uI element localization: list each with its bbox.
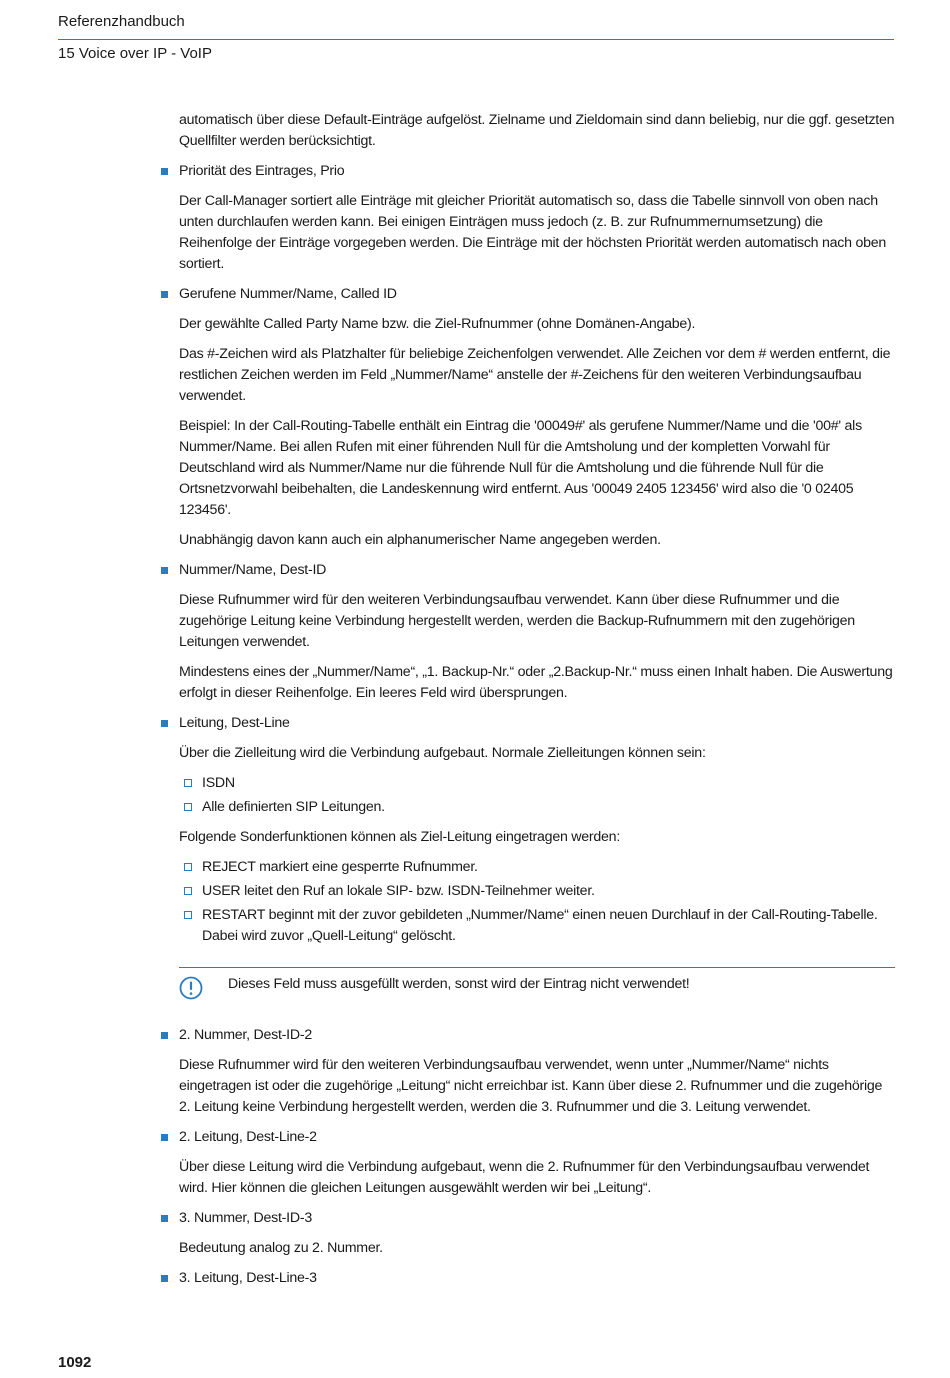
item-label: Priorität des Eintrages, Prio xyxy=(179,163,345,179)
list-item-dest-line xyxy=(179,713,895,734)
square-bullet-icon xyxy=(161,1032,168,1039)
special-functions-list xyxy=(179,857,895,947)
list-item-dest-id xyxy=(179,560,895,581)
list-item-called-id xyxy=(179,284,895,305)
called-id-paragraph-2: Das #-Zeichen wird als Platzhalter für beliebige Zeichenfolgen verwendet. Alle Zeichen vor dem # werden entfernt, die restlichen Zeichen werden im Feld „Nummer/Name“ anstelle der #-Zeichens für den weiteren Verbindungsaufbau verwendet. xyxy=(179,346,891,404)
chapter-title: 15 Voice over IP - VoIP xyxy=(58,45,212,62)
item-label: 3. Leitung, Dest-Line-3 xyxy=(179,1270,317,1286)
hollow-square-icon xyxy=(184,803,192,811)
dest-line-list xyxy=(179,773,895,818)
notice-text: Dieses Feld muss ausgefüllt werden, sonst wird der Eintrag nicht verwendet! xyxy=(228,976,690,992)
intro-paragraph: automatisch über diese Default-Einträge aufgelöst. Zielname und Zieldomain sind dann beliebig, nur die ggf. gesetzten Quellfilter werden berücksichtigt. xyxy=(179,112,895,149)
item-label: Gerufene Nummer/Name, Called ID xyxy=(179,286,397,302)
hollow-square-icon xyxy=(184,911,192,919)
exclamation-circle-icon xyxy=(179,976,203,1000)
sub-list-item: REJECT markiert eine gesperrte Rufnummer. xyxy=(179,857,895,878)
square-bullet-icon xyxy=(161,291,168,298)
item-label: 3. Nummer, Dest-ID-3 xyxy=(179,1210,312,1226)
item-label: 2. Nummer, Dest-ID-2 xyxy=(179,1027,312,1043)
sub-list-item: USER leitet den Ruf an lokale SIP- bzw. ISDN-Teilnehmer weiter. xyxy=(179,881,895,902)
hollow-square-icon xyxy=(184,779,192,787)
hollow-square-icon xyxy=(184,863,192,871)
sub-list-item: ISDN xyxy=(179,773,895,794)
item-label: Nummer/Name, Dest-ID xyxy=(179,562,327,578)
square-bullet-icon xyxy=(161,1134,168,1141)
prio-description: Der Call-Manager sortiert alle Einträge mit gleicher Priorität automatisch so, dass die Tabelle sinnvoll von oben nach unten durchlaufen werden kann. Bei einigen Einträgen muss jedoch (z. B. zur Rufnummernumsetzung) die Reihenfolge der Einträge vorgegeben werden. Die Einträge mit der höchsten Priorität werden automatisch nach oben sortiert. xyxy=(179,193,887,272)
dest-line-2-paragraph: Über diese Leitung wird die Verbindung aufgebaut, wenn die 2. Rufnummer für den Verbindungsaufbau verwendet wird. Hier können die gleichen Leitungen ausgewählt werden wir bei „Leitung“. xyxy=(179,1159,870,1196)
main-content xyxy=(179,110,895,1298)
page-number: 1092 xyxy=(58,1354,92,1371)
list-item-dest-line-2 xyxy=(179,1127,895,1148)
list-item-dest-id-3 xyxy=(179,1208,895,1229)
item-label: 2. Leitung, Dest-Line-2 xyxy=(179,1129,317,1145)
called-id-example: Beispiel: In der Call-Routing-Tabelle enthält ein Eintrag die '00049#' als gerufene Nummer/Name und die '00#' als Nummer/Name. Bei allen Rufen mit einer führenden Null für die Amtsholung und der kompletten Vorwahl für Deutschland wird als Nummer/Name nur die führende Null für die Amtsholung und die führende Null für die Ortsnetzvorwahl beibehalten, die Landeskennung wird entfernt. Aus '00049 2405 123456' wird also die '0 02405 123456'. xyxy=(179,418,862,518)
dest-id-paragraph-2: Mindestens eines der „Nummer/Name“, „1. Backup-Nr.“ oder „2.Backup-Nr.“ muss einen Inhalt haben. Die Auswertung erfolgt in dieser Reihenfolge. Ein leeres Feld wird übersprungen. xyxy=(179,664,893,701)
list-item-dest-line-3 xyxy=(179,1268,895,1289)
square-bullet-icon xyxy=(161,168,168,175)
hollow-square-icon xyxy=(184,887,192,895)
called-id-paragraph-1: Der gewählte Called Party Name bzw. die Ziel-Rufnummer (ohne Domänen-Angabe). xyxy=(179,316,696,332)
dest-line-paragraph-2: Folgende Sonderfunktionen können als Ziel-Leitung eingetragen werden: xyxy=(179,829,621,845)
called-id-paragraph-4: Unabhängig davon kann auch ein alphanumerischer Name angegeben werden. xyxy=(179,532,661,548)
list-item-dest-id-2 xyxy=(179,1025,895,1046)
sub-list-item: RESTART beginnt mit der zuvor gebildeten „Nummer/Name“ einen neuen Durchlauf in der Call-Routing-Tabelle. Dabei wird zuvor „Quell-Leitung“ gelöscht. xyxy=(179,905,895,947)
sub-list-item: Alle definierten SIP Leitungen. xyxy=(179,797,895,818)
item-label: Leitung, Dest-Line xyxy=(179,715,290,731)
dest-id-3-paragraph: Bedeutung analog zu 2. Nummer. xyxy=(179,1240,383,1256)
document-title: Referenzhandbuch xyxy=(58,13,185,30)
square-bullet-icon xyxy=(161,567,168,574)
square-bullet-icon xyxy=(161,1215,168,1222)
square-bullet-icon xyxy=(161,1275,168,1282)
dest-id-paragraph-1: Diese Rufnummer wird für den weiteren Verbindungsaufbau verwendet. Kann über diese Rufnummer und die zugehörige Leitung keine Verbindung hergestellt werden, werden die Backup-Rufnummern mit den zugehörigen Leitungen verwendet. xyxy=(179,592,855,650)
dest-line-paragraph-1: Über die Zielleitung wird die Verbindung aufgebaut. Normale Zielleitungen können sein: xyxy=(179,745,706,761)
list-item-prio xyxy=(179,161,895,182)
header-rule xyxy=(58,39,894,40)
square-bullet-icon xyxy=(161,720,168,727)
dest-id-2-paragraph: Diese Rufnummer wird für den weiteren Verbindungsaufbau verwendet, wenn unter „Nummer/Name“ nichts eingetragen ist oder die zugehörige „Leitung“ nicht erreichbar ist. Kann über diese 2. Rufnummer und die zugehörige 2. Leitung keine Verbindung hergestellt werden, werden die 3. Rufnummer und die 3. Leitung verwendet. xyxy=(179,1057,883,1115)
notice-box xyxy=(179,967,895,1004)
